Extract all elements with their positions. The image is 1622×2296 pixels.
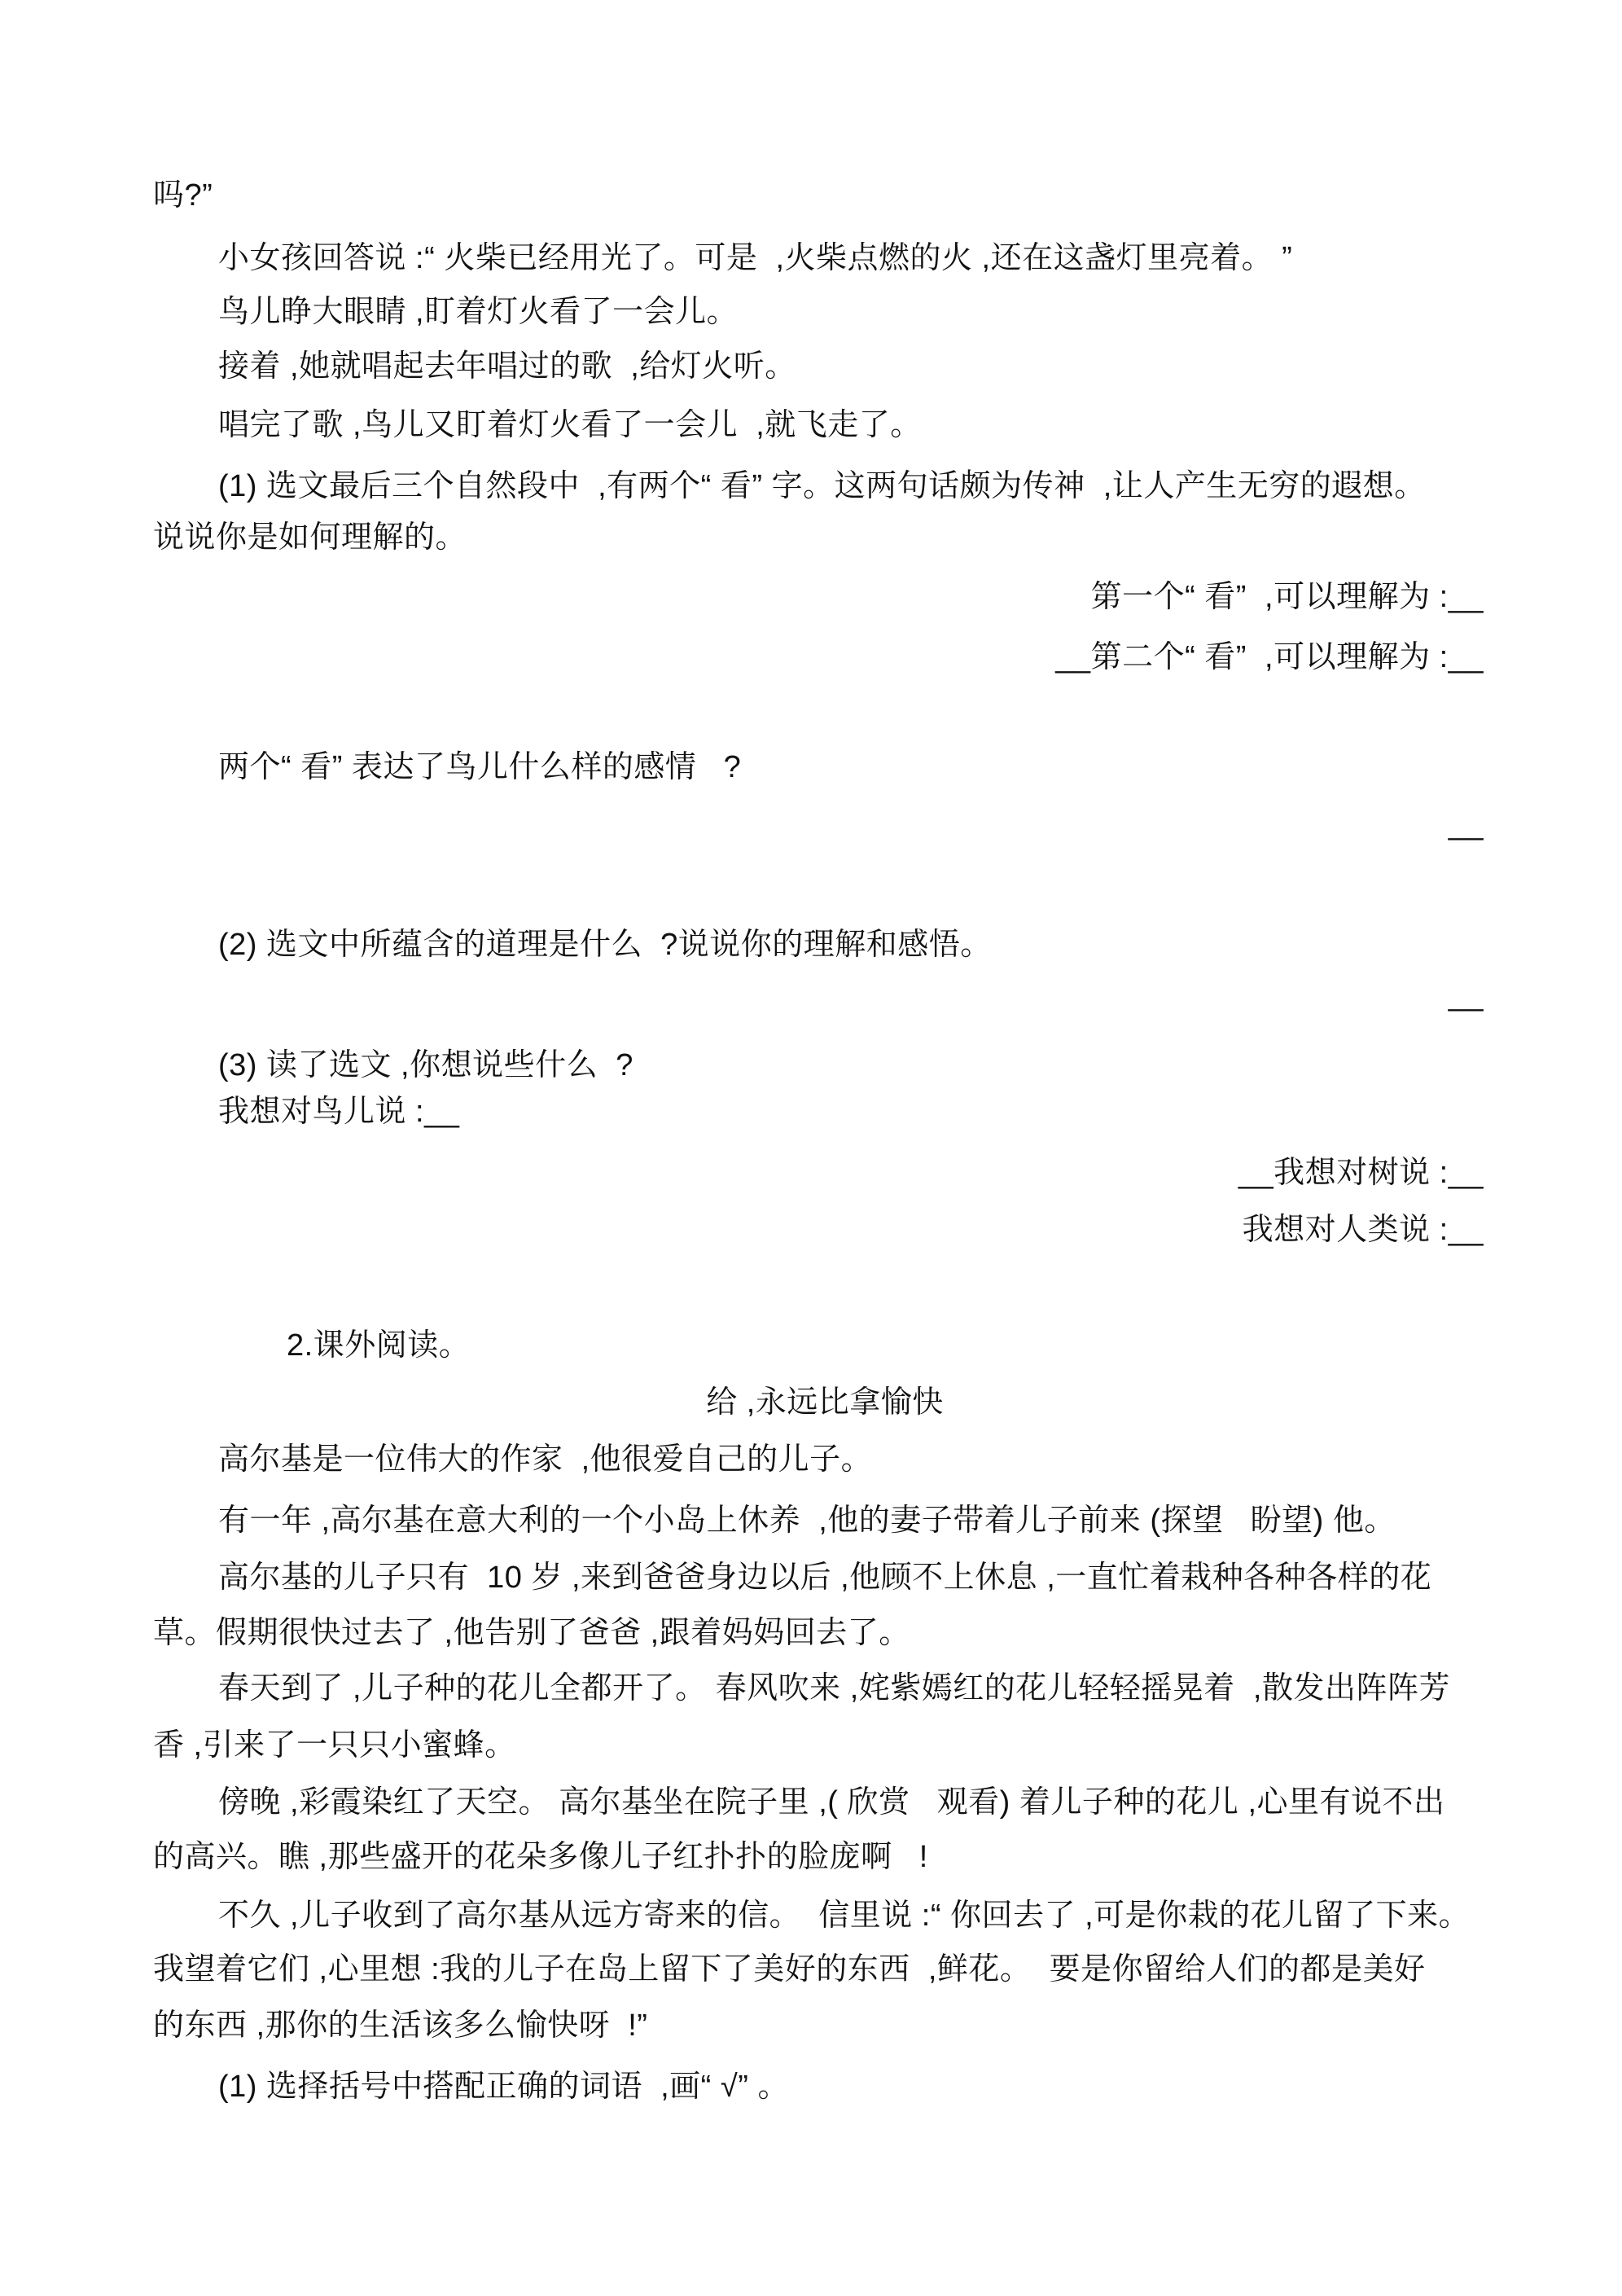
passage-line: 高尔基的儿子只有 10 岁 ,来到爸爸身边以后 ,他顾不上休息 ,一直忙着栽种各种各样的花 xyxy=(218,1561,1432,1595)
passage-line: 香 ,引来了一只只小蜜蜂。 xyxy=(153,1728,516,1763)
passage-line: 有一年 ,高尔基在意大利的一个小岛上休养 ,他的妻子带着儿子前来 (探望 盼望) 他。 xyxy=(218,1504,1396,1538)
question-1-text-continued: 说说你是如何理解的。 xyxy=(153,520,467,555)
passage-line: 不久 ,儿子收到了高尔基从远方寄来的信。 信里说 :“ 你回去了 ,可是你栽的花儿留了下来。 xyxy=(218,1899,1471,1933)
question-1-text: (1) 选文最后三个自然段中 ,有两个“ 看” 字。这两句话颇为传神 ,让人产生无穷的遐想。 xyxy=(218,469,1426,503)
passage-line: 的高兴。瞧 ,那些盛开的花朵多像儿子红扑扑的脸庞啊 ! xyxy=(153,1840,928,1874)
passage-line: 小女孩回答说 :“ 火柴已经用光了。可是 ,火柴点燃的火 ,还在这盏灯里亮着。 ” xyxy=(218,241,1293,275)
answer-prompt-to-tree: __我想对树说 :__ xyxy=(1238,1156,1484,1190)
passage-line: 的东西 ,那你的生活该多么愉快呀 !” xyxy=(153,2008,648,2043)
question-1-followup: 两个“ 看” 表达了鸟儿什么样的感情 ? xyxy=(218,750,742,784)
question-2-1-text: (1) 选择括号中搭配正确的词语 ,画“ √” 。 xyxy=(218,2070,789,2104)
question-3-text: (3) 读了选文 ,你想说些什么 ? xyxy=(218,1048,633,1082)
passage-line: 春天到了 ,儿子种的花儿全都开了。 春风吹来 ,姹紫嫣红的花儿轻轻摇晃着 ,散发出阵阵芳 xyxy=(218,1671,1450,1706)
answer-prompt-second-kan: __第二个“ 看” ,可以理解为 :__ xyxy=(1055,640,1484,674)
passage-line: 高尔基是一位伟大的作家 ,他很爱自己的儿子。 xyxy=(218,1442,873,1477)
answer-prompt-to-humans: 我想对人类说 :__ xyxy=(1242,1213,1484,1247)
answer-prompt-first-kan: 第一个“ 看” ,可以理解为 :__ xyxy=(1090,580,1484,614)
passage-line: 接着 ,她就唱起去年唱过的歌 ,给灯火听。 xyxy=(218,349,796,384)
question-2-text: (2) 选文中所蕴含的道理是什么 ?说说你的理解和感悟。 xyxy=(218,928,992,962)
passage-line: 鸟儿睁大眼睛 ,盯着灯火看了一会儿。 xyxy=(218,295,739,329)
passage-line: 草。假期很快过去了 ,他告别了爸爸 ,跟着妈妈回去了。 xyxy=(153,1616,910,1650)
answer-blank-line: __ xyxy=(1448,807,1484,841)
passage-2-title: 给 ,永远比拿愉快 xyxy=(706,1385,944,1420)
passage-line: 我望着它们 ,心里想 :我的儿子在岛上留下了美好的东西 ,鲜花。 要是你留给人们的都是美好 xyxy=(153,1952,1426,1987)
exercise-2-heading: 2.课外阅读。 xyxy=(287,1328,471,1363)
passage-line: 唱完了歌 ,鸟儿又盯着灯火看了一会儿 ,就飞走了。 xyxy=(218,408,922,442)
answer-prompt-to-bird: 我想对鸟儿说 :__ xyxy=(218,1095,460,1129)
passage-line: 傍晚 ,彩霞染红了天空。 高尔基坐在院子里 ,( 欣赏 观看) 着儿子种的花儿 ,心里有说不出 xyxy=(218,1785,1445,1820)
passage-line-ending: 吗?” xyxy=(153,178,213,213)
answer-blank-line: __ xyxy=(1448,978,1484,1012)
